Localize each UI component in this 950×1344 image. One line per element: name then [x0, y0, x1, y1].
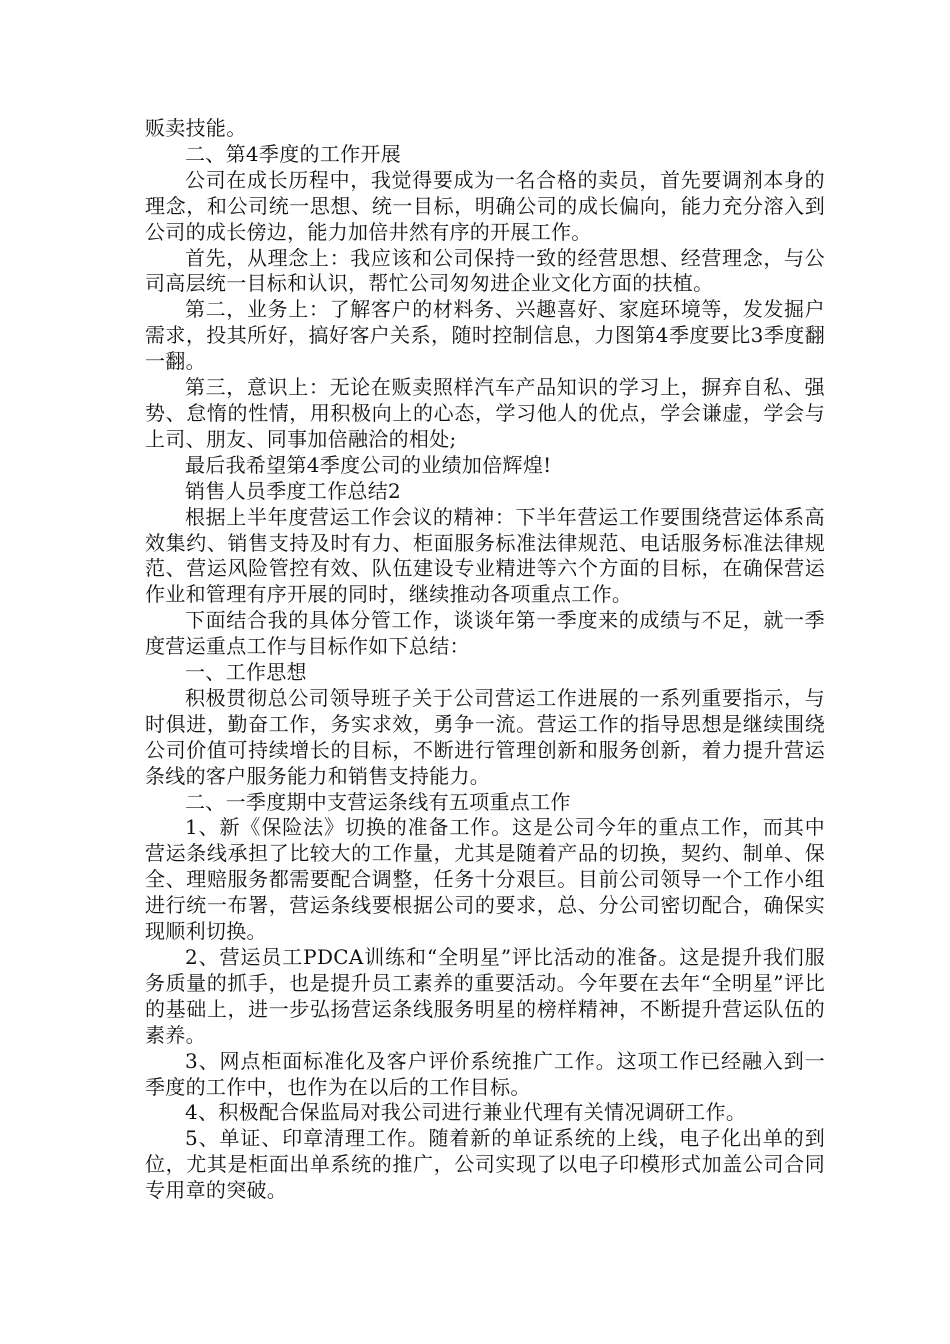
document-subtitle: 销售人员季度工作总结2: [185, 478, 402, 503]
document-page: [145, 116, 825, 1204]
paragraph: 积极贯彻总公司领导班子关于公司营运工作进展的一系列重要指示，与时俱进，勤奋工作，务实求效，勇争一流。营运工作的指导思想是继续围绕公司价值可持续增长的目标，不断进行管理创新和服务创新，着力提升营运条线的客户服务能力和销售支持能力。: [145, 685, 825, 788]
section-heading: 二、第4季度的工作开展: [185, 141, 402, 166]
list-item: 2、营运员工PDCA训练和“全明星”评比活动的准备。这是提升我们服务质量的抓手，也是提升员工素养的重要活动。今年要在去年“全明星”评比的基础上，进一步弘扬营运条线服务明星的榜样精神，不断提升营运队伍的素养。: [145, 945, 825, 1047]
paragraph: 最后我希望第4季度公司的业绩加倍辉煌!: [185, 452, 552, 477]
paragraph: 第二，业务上：了解客户的材料务、兴趣喜好、家庭环境等，发发掘户需求，投其所好，搞好客户关系，随时控制信息，力图第4季度要比3季度翻一翻。: [145, 297, 825, 374]
paragraph: 公司在成长历程中，我觉得要成为一名合格的卖员，首先要调剂本身的理念，和公司统一思想、统一目标，明确公司的成长偏向，能力充分溶入到公司的成长傍边，能力加倍井然有序的开展工作。: [145, 167, 825, 244]
paragraph: 贩卖技能。: [145, 116, 247, 140]
list-item: 1、新《保险法》切换的准备工作。这是公司今年的重点工作，而其中营运条线承担了比较大的工作量，尤其是随着产品的切换，契约、制单、保全、理赔服务都需要配合调整，任务十分艰巨。目前公司领导一个工作小组进行统一布署，营运条线要根据公司的要求，总、分公司密切配合，确保实现顺利切换。: [145, 815, 825, 944]
list-item: 5、单证、印章清理工作。随着新的单证系统的上线，电子化出单的到位，尤其是柜面出单系统的推广，公司实现了以电子印模形式加盖公司合同专用章的突破。: [145, 1126, 825, 1203]
paragraph: 第三，意识上：无论在贩卖照样汽车产品知识的学习上，摒弃自私、强势、怠惰的性情，用积极向上的心态，学习他人的优点，学会谦虚，学会与上司、朋友、同事加倍融洽的相处;: [145, 375, 825, 451]
paragraph: 根据上半年度营运工作会议的精神：下半年营运工作要围绕营运体系高效集约、销售支持及时有力、柜面服务标准法律规范、电话服务标准法律规范、营运风险管控有效、队伍建设专业精进等六个方面的目标，在确保营运作业和管理有序开展的同时，继续推动各项重点工作。: [145, 504, 825, 607]
section-heading: 一、工作思想: [185, 660, 307, 685]
list-item: 4、积极配合保监局对我公司进行兼业代理有关情况调研工作。: [185, 1100, 747, 1125]
section-heading: 二、一季度期中支营运条线有五项重点工作: [185, 789, 571, 814]
list-item: 3、网点柜面标准化及客户评价系统推广工作。这项工作已经融入到一季度的工作中，也作为在以后的工作目标。: [145, 1048, 825, 1099]
paragraph: 下面结合我的具体分管工作，谈谈年第一季度来的成绩与不足，就一季度营运重点工作与目标作如下总结：: [145, 608, 825, 659]
paragraph: 首先，从理念上：我应该和公司保持一致的经营思想、经营理念，与公司高层统一目标和认识，帮忙公司匆匆进企业文化方面的扶植。: [145, 245, 825, 296]
